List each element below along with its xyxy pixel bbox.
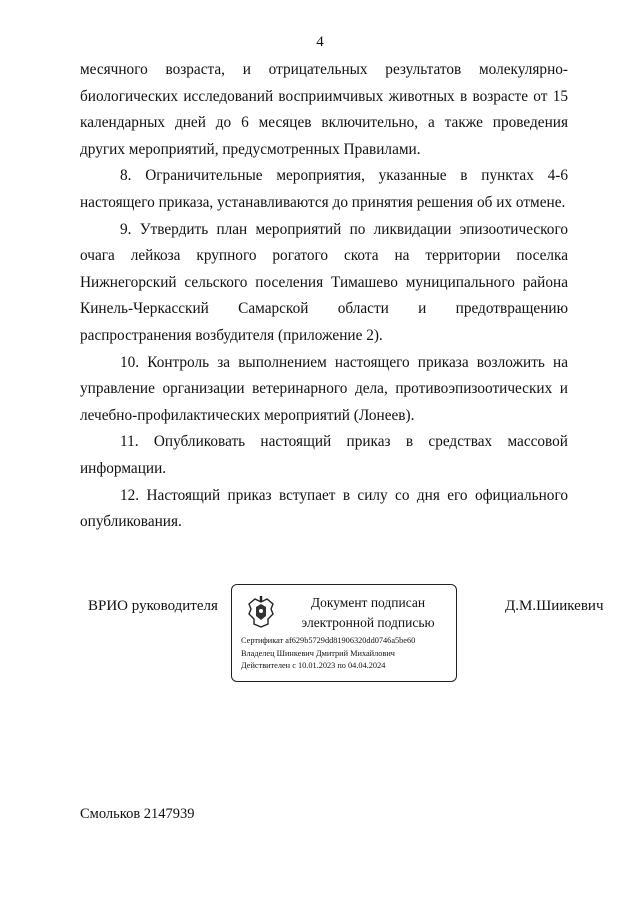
signatory-name: Д.М.Шиикевич	[505, 598, 604, 614]
stamp-title-line-2: электронной подписью	[301, 615, 435, 630]
paragraph-item-12: 12. Настоящий приказ вступает в силу со дня его официального опубликования.	[80, 486, 568, 531]
coat-of-arms-icon	[246, 595, 276, 629]
paragraph-item-8: 8. Ограничительные мероприятия, указанные в пунктах 4-6 настоящего приказа, устанавливаются до принятия решения об их отмене.	[80, 167, 568, 211]
page-number: 4	[316, 34, 324, 50]
electronic-signature-stamp	[231, 584, 457, 682]
paragraph-item-10: 10. Контроль за выполнением настоящего приказа возложить на управление организации ветеринарного дела, противоэпизоотических и лечебно-профилактических мероприятий (Лонеев).	[80, 353, 568, 424]
executor-note: Смольков 2147939	[80, 806, 195, 822]
signatory-role: ВРИО руководителя	[88, 598, 218, 614]
document-body	[80, 57, 568, 536]
stamp-title-line-1: Документ подписан	[310, 595, 426, 610]
paragraph-item-11: 11. Опубликовать настоящий приказ в средствах массовой информации.	[80, 433, 568, 477]
paragraph-item-9: 9. Утвердить план мероприятий по ликвидации эпизоотического очага лейкоза крупного рогатого скота на территории поселка Нижнегорский сельского поселения Тимашево муниципального района Кинель-Черкасский Самарской области и предотвращению распространения возбудителя (приложение 2).	[80, 220, 568, 344]
paragraph-continuation: месячного возраста, и отрицательных результатов молекулярно-биологических исследований восприимчивых животных в возрасте от 15 календарных дней до 6 месяцев включительно, а также проведения других мероприятий, предусмотренных Правилами.	[80, 61, 568, 158]
stamp-details	[241, 635, 455, 673]
stamp-validity: Действителен с 10.01.2023 по 04.04.2024	[241, 661, 386, 671]
stamp-owner: Владелец Шинкевич Дмитрий Михайлович	[241, 648, 395, 658]
stamp-title	[282, 593, 454, 633]
stamp-certificate: Сертификат af629b5729dd81906320dd0746a5be60	[241, 636, 416, 645]
